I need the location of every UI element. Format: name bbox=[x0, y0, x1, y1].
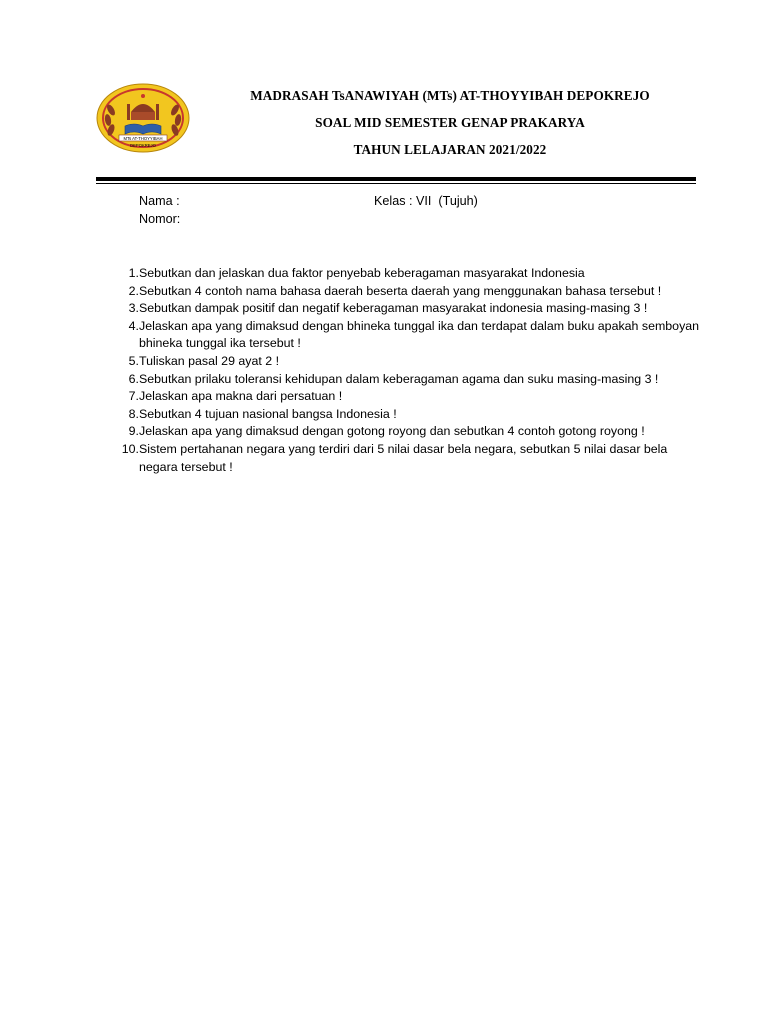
question-number: 10. bbox=[121, 441, 139, 456]
question-item bbox=[100, 353, 700, 371]
question-item bbox=[100, 388, 700, 406]
question-item bbox=[100, 371, 700, 389]
school-logo bbox=[95, 82, 191, 154]
question-text: Jelaskan apa yang dimaksud dengan gotong royong dan sebutkan 4 contoh gotong royong ! bbox=[139, 424, 645, 439]
question-number: 5. bbox=[128, 353, 139, 368]
header-divider-thick bbox=[96, 177, 696, 181]
question-text: Sebutkan prilaku toleransi kehidupan dalam keberagaman agama dan suku masing-masing 3 ! bbox=[139, 371, 659, 386]
question-text: Sebutkan dampak positif dan negatif keberagaman masyarakat indonesia masing-masing 3 ! bbox=[139, 301, 648, 316]
logo-bottom-text: DEPOKREJO bbox=[130, 143, 156, 148]
field-nama: Nama : bbox=[139, 194, 180, 208]
question-number: 6. bbox=[128, 371, 139, 386]
question-number: 1. bbox=[128, 266, 139, 280]
header-divider-thin bbox=[96, 183, 696, 184]
question-list bbox=[100, 265, 700, 476]
question-text: Sebutkan 4 contoh nama bahasa daerah beserta daerah yang menggunakan bahasa tersebut ! bbox=[139, 283, 662, 298]
field-nomor: Nomor: bbox=[139, 212, 181, 226]
field-kelas: Kelas : VII (Tujuh) bbox=[374, 194, 478, 208]
question-item bbox=[100, 265, 700, 283]
question-number: 3. bbox=[128, 301, 139, 316]
question-text: Jelaskan apa yang dimaksud dengan bhineka tunggal ika dan terdapat dalam buku apakah semboyan bhineka tunggal ika tersebut ! bbox=[139, 318, 700, 351]
question-item bbox=[100, 283, 700, 301]
question-number: 7. bbox=[128, 389, 139, 404]
question-text: Sebutkan 4 tujuan nasional bangsa Indonesia ! bbox=[139, 406, 397, 421]
question-item bbox=[100, 318, 700, 353]
logo-banner-text: MTs AT-THOYYIBAH bbox=[123, 135, 163, 141]
question-text: Sebutkan dan jelaskan dua faktor penyebab keberagaman masyarakat Indonesia bbox=[139, 266, 585, 280]
question-item bbox=[100, 441, 700, 476]
question-text: Sistem pertahanan negara yang terdiri dari 5 nilai dasar bela negara, sebutkan 5 nilai dasar bela negara tersebut ! bbox=[139, 441, 668, 474]
header-school-name: MADRASAH TsANAWIYAH (MTs) AT-THOYYIBAH DEPOKREJO bbox=[250, 88, 650, 103]
question-number: 8. bbox=[128, 406, 139, 421]
question-number: 4. bbox=[128, 318, 139, 333]
question-item bbox=[100, 300, 700, 318]
question-item bbox=[100, 406, 700, 424]
question-number: 2. bbox=[128, 283, 139, 298]
header-exam-title: SOAL MID SEMESTER GENAP PRAKARYA bbox=[315, 115, 585, 130]
header-school-year: TAHUN LELAJARAN 2021/2022 bbox=[353, 142, 547, 157]
question-text: Jelaskan apa makna dari persatuan ! bbox=[139, 389, 343, 404]
question-number: 9. bbox=[128, 424, 139, 439]
question-item bbox=[100, 423, 700, 441]
question-text: Tuliskan pasal 29 ayat 2 ! bbox=[139, 353, 280, 368]
